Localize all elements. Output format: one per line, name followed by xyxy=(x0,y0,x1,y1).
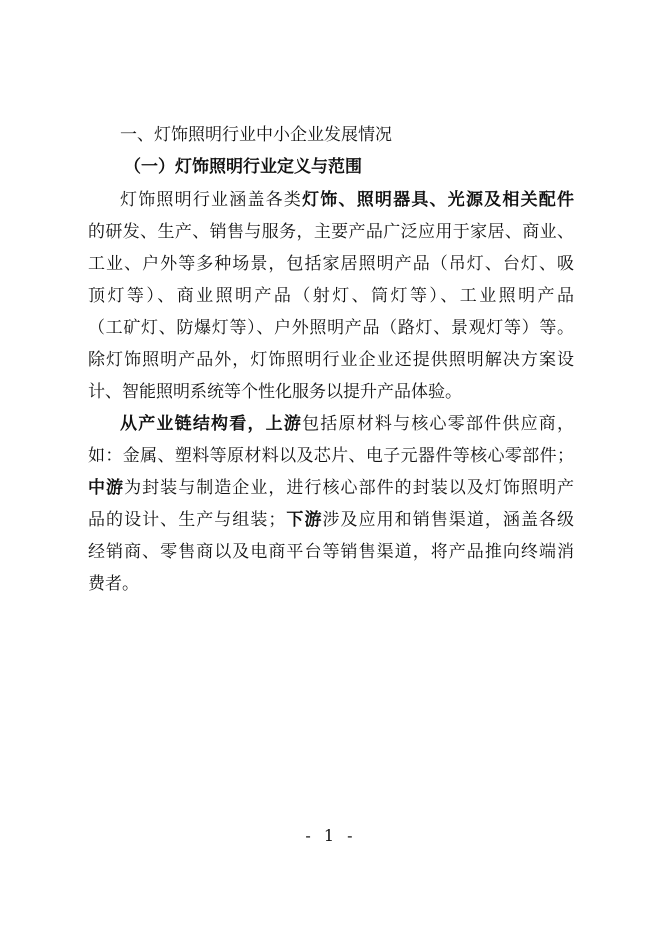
text-run: 品的设计、生产与组装； xyxy=(88,510,286,530)
paragraph-2-line-1 xyxy=(120,413,574,435)
paragraph-1-line-6: 除灯饰照明产品外，灯饰照明行业企业还提供照明解决方案设 xyxy=(88,350,574,370)
paragraph-2-line-5: 经销商、零售商以及电商平台等销售渠道，将产品推向终端消 xyxy=(88,542,574,562)
bold-text-run: 上游 xyxy=(265,414,303,434)
paragraph-2-line-6: 费者。 xyxy=(88,574,139,594)
paragraph-1-line-4: 顶灯等）、商业照明产品（射灯、筒灯等）、工业照明产品 xyxy=(88,286,574,306)
page-number: - 1 - xyxy=(305,826,357,845)
paragraph-1-line-3: 工业、户外等多种场景，包括家居照明产品（吊灯、台灯、吸 xyxy=(88,254,574,274)
bold-text-run: 从产业链结构看， xyxy=(120,414,266,434)
bold-text-run: 下游 xyxy=(285,510,323,530)
paragraph-1-line-2: 的研发、生产、销售与服务，主要产品广泛应用于家居、商业、 xyxy=(88,222,574,242)
paragraph-2-line-2: 如：金属、塑料等原材料以及芯片、电子元器件等核心零部件； xyxy=(88,446,574,466)
section-heading: 一、灯饰照明行业中小企业发展情况 xyxy=(120,125,392,145)
text-run: 为封装与制造企业，进行核心部件的封装以及灯饰照明产 xyxy=(124,478,574,498)
text-run: 包括原材料与核心零部件供应商， xyxy=(302,414,574,434)
paragraph-1-line-1 xyxy=(120,189,574,211)
paragraph-2-line-3 xyxy=(88,477,574,499)
paragraph-1-line-5: （工矿灯、防爆灯等）、户外照明产品（路灯、景观灯等）等。 xyxy=(88,318,574,338)
paragraph-2-line-4 xyxy=(88,509,574,531)
bold-text-run: 灯饰、照明器具、光源及相关配件 xyxy=(302,190,574,210)
bold-text-run: 中游 xyxy=(88,478,125,498)
subsection-heading: （一）灯饰照明行业定义与范围 xyxy=(124,157,362,177)
text-run: 灯饰照明行业涵盖各类 xyxy=(120,190,303,210)
paragraph-1-line-7: 计、智能照明系统等个性化服务以提升产品体验。 xyxy=(88,382,462,402)
text-run: 涉及应用和销售渠道，涵盖各级 xyxy=(322,510,574,530)
